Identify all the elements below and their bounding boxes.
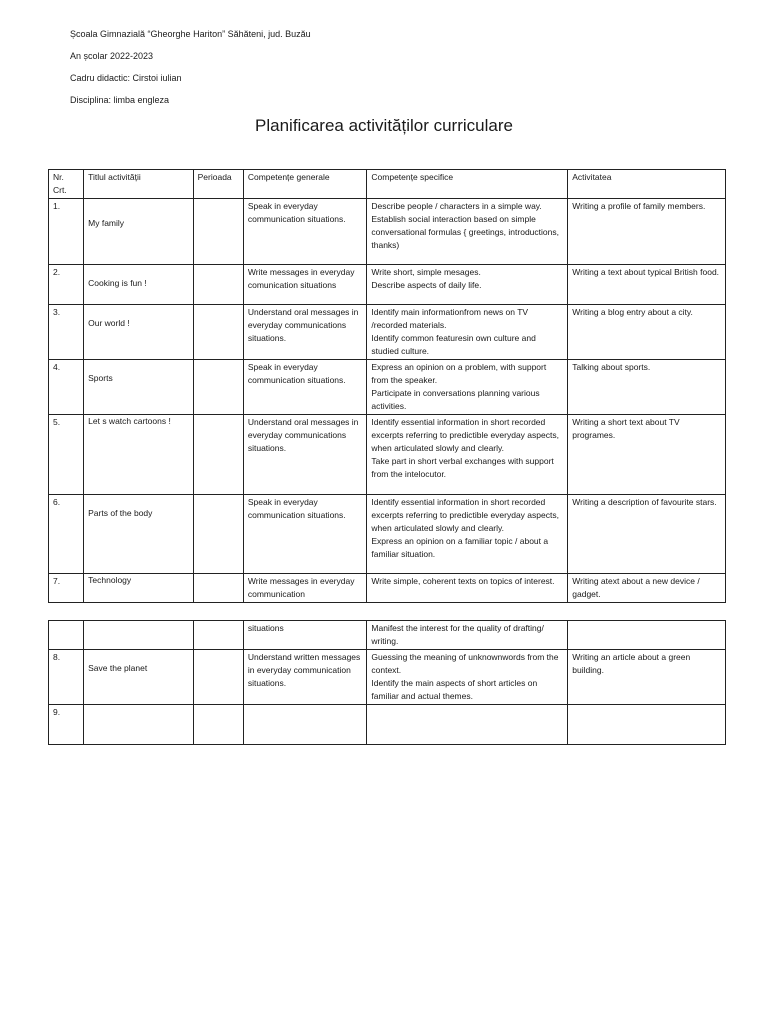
row-activity: Talking about sports. — [568, 360, 726, 415]
activity-title: My family — [84, 199, 193, 265]
general-competences: Understand oral messages in everyday communications situations. — [243, 415, 367, 495]
row-number: 9. — [49, 705, 84, 745]
row-period — [193, 705, 243, 745]
row-number: 7. — [49, 574, 84, 603]
table-header-row — [49, 170, 726, 199]
column-header-title: Titlul activității — [84, 170, 193, 199]
activity-title: Technology — [84, 574, 193, 603]
row-activity: Writing a profile of family members. — [568, 199, 726, 265]
row-number: 1. — [49, 199, 84, 265]
row-number — [49, 621, 84, 650]
table-row — [49, 574, 726, 603]
row-number: 6. — [49, 495, 84, 574]
activity-title — [84, 705, 193, 745]
activity-title: Save the planet — [84, 650, 193, 705]
specific-competences: Describe people / characters in a simple way. Establish social interaction based on simple conversational formulas { greetings, introductions, thanks) — [367, 199, 568, 265]
row-number: 2. — [49, 265, 84, 305]
column-header-general: Competențe generale — [243, 170, 367, 199]
table-row — [49, 650, 726, 705]
school-year: An școlar 2022-2023 — [70, 51, 154, 61]
subject-name: Disciplina: limba engleza — [70, 95, 170, 105]
table-row — [49, 305, 726, 360]
table-row — [49, 360, 726, 415]
row-number: 3. — [49, 305, 84, 360]
specific-competences: Identify essential information in short recorded excerpts referring to predictible everyday aspects, when articulated slowly and clearly. Take part in short verbal exchanges with support from the intelocutor. — [367, 415, 568, 495]
specific-competences: Identify main informationfrom news on TV /recorded materials. Identify common featuresin own culture and studied culture. — [367, 305, 568, 360]
column-header-period: Perioada — [193, 170, 243, 199]
row-activity — [568, 705, 726, 745]
row-number: 8. — [49, 650, 84, 705]
column-header-nr: Nr. Crt. — [49, 170, 84, 199]
specific-competences — [367, 705, 568, 745]
row-activity — [568, 621, 726, 650]
teacher-name: Cadru didactic: Cirstoi iulian — [70, 73, 182, 83]
table-row — [49, 495, 726, 574]
row-activity: Writing an article about a green building. — [568, 650, 726, 705]
specific-competences: Write short, simple mesages. Describe aspects of daily life. — [367, 265, 568, 305]
table-row — [49, 265, 726, 305]
row-activity: Writing atext about a new device / gadget. — [568, 574, 726, 603]
general-competences: Speak in everyday communication situations. — [243, 495, 367, 574]
table-row — [49, 415, 726, 495]
general-competences: Write messages in everyday comunication situations — [243, 265, 367, 305]
activity-title: Sports — [84, 360, 193, 415]
specific-competences: Write simple, coherent texts on topics of interest. — [367, 574, 568, 603]
general-competences — [243, 705, 367, 745]
school-name: Școala Gimnazială “Gheorghe Hariton” Săhăteni, jud. Buzău — [70, 29, 311, 39]
row-period — [193, 265, 243, 305]
document-title: Planificarea activităților curriculare — [255, 116, 513, 135]
general-competences: Speak in everyday communication situations. — [243, 360, 367, 415]
row-activity: Writing a description of favourite stars. — [568, 495, 726, 574]
row-period — [193, 495, 243, 574]
row-activity: Writing a blog entry about a city. — [568, 305, 726, 360]
general-competences: Understand oral messages in everyday communications situations. — [243, 305, 367, 360]
activity-title: Let s watch cartoons ! — [84, 415, 193, 495]
specific-competences: Express an opinion on a problem, with support from the speaker. Participate in conversations planning various activities. — [367, 360, 568, 415]
table-row — [49, 621, 726, 650]
row-period — [193, 574, 243, 603]
general-competences: Write messages in everyday communication — [243, 574, 367, 603]
specific-competences: Manifest the interest for the quality of drafting/ writing. — [367, 621, 568, 650]
specific-competences: Guessing the meaning of unknownwords from the context. Identify the main aspects of short articles on familiar and actual themes. — [367, 650, 568, 705]
row-period — [193, 305, 243, 360]
general-competences: Speak in everyday communication situations. — [243, 199, 367, 265]
row-period — [193, 199, 243, 265]
general-competences: situations — [243, 621, 367, 650]
activity-title — [84, 621, 193, 650]
planning-table — [48, 169, 726, 603]
table-row — [49, 199, 726, 265]
general-competences: Understand written messages in everyday communication situations. — [243, 650, 367, 705]
table-row — [49, 705, 726, 745]
row-period — [193, 360, 243, 415]
activity-title: Cooking is fun ! — [84, 265, 193, 305]
row-number: 4. — [49, 360, 84, 415]
row-activity: Writing a text about typical British food. — [568, 265, 726, 305]
activity-title: Parts of the body — [84, 495, 193, 574]
row-activity: Writing a short text about TV programes. — [568, 415, 726, 495]
row-period — [193, 621, 243, 650]
row-period — [193, 650, 243, 705]
column-header-specific: Competențe specifice — [367, 170, 568, 199]
activity-title: Our world ! — [84, 305, 193, 360]
planning-table-continued — [48, 620, 726, 745]
specific-competences: Identify essential information in short recorded excerpts referring to predictible everyday aspects, when articulated slowly and clearly. Express an opinion on a familiar topic / about a familiar situation. — [367, 495, 568, 574]
column-header-activity: Activitatea — [568, 170, 726, 199]
row-number: 5. — [49, 415, 84, 495]
row-period — [193, 415, 243, 495]
